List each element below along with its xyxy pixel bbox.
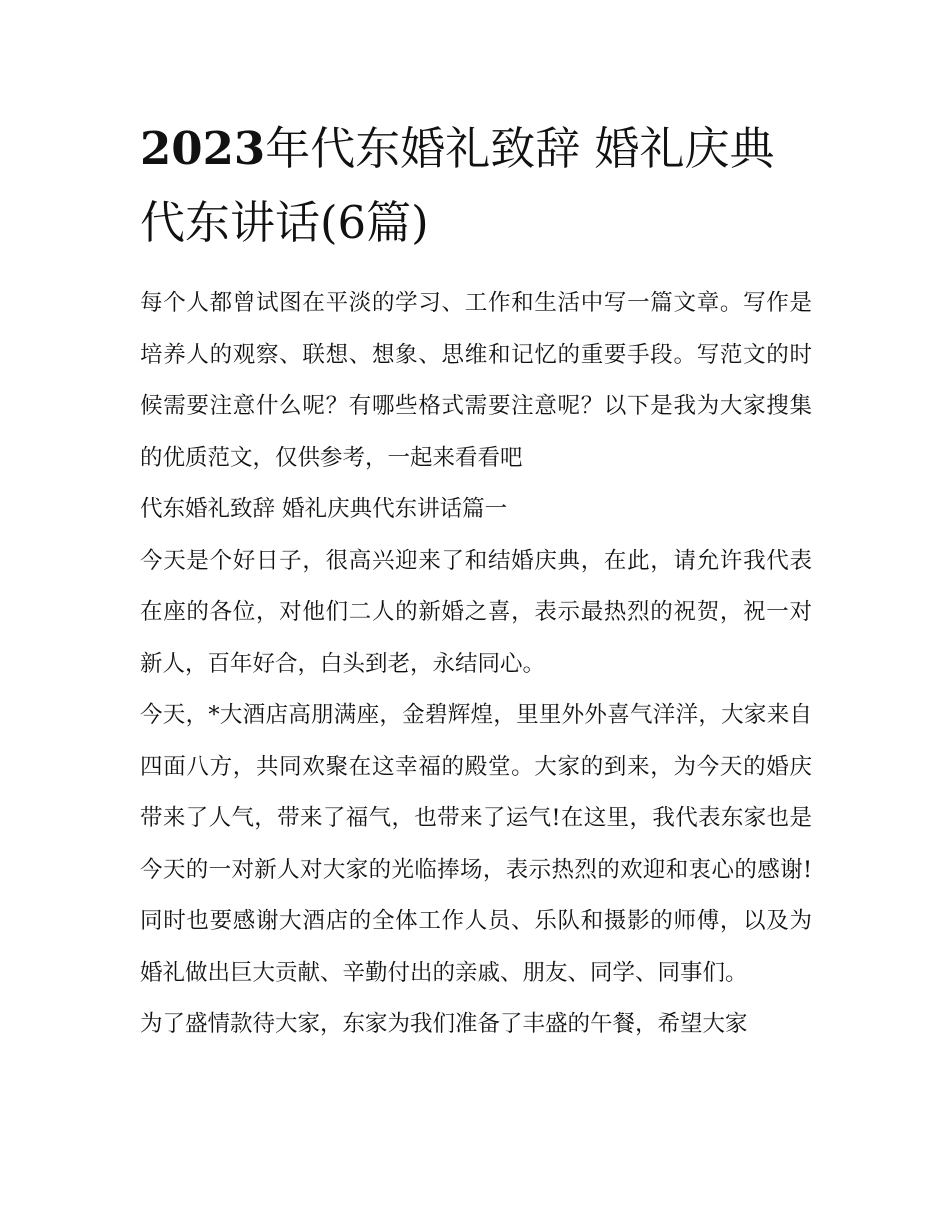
- body-paragraph-1: 今天是个好日子，很高兴迎来了和结婚庆典，在此，请允许我代表在座的各位，对他们二人的新婚之喜，表示最热烈的祝贺，祝一对新人，百年好合，白头到老，永结同心。: [140, 547, 812, 677]
- title-year: 2023: [140, 122, 266, 175]
- section-heading: 代东婚礼致辞 婚礼庆典代东讲话篇一: [140, 496, 508, 522]
- title-text: 年代东婚礼致辞 婚礼庆典代东讲话(6篇): [140, 122, 775, 249]
- body-paragraph-3: 为了盛情款待大家，东家为我们准备了丰盛的午餐，希望大家: [140, 1011, 748, 1037]
- document-title: [140, 112, 812, 260]
- body-paragraph-2: 今天，*大酒店高朋满座，金碧辉煌，里里外外喜气洋洋，大家来自四面八方，共同欢聚在这幸福的殿堂。大家的到来，为今天的婚庆带来了人气，带来了福气，也带来了运气!在这里，我代表东家也是今天的一对新人对大家的光临捧场，表示热烈的欢迎和衷心的感谢!同时也要感谢大酒店的全体工作人员、乐队和摄影的师傅，以及为婚礼做出巨大贡献、辛勤付出的亲戚、朋友、同学、同事们。: [140, 702, 812, 986]
- intro-paragraph: 每个人都曾试图在平淡的学习、工作和生活中写一篇文章。写作是培养人的观察、联想、想象、思维和记忆的重要手段。写范文的时候需要注意什么呢？有哪些格式需要注意呢？以下是我为大家搜集的优质范文，仅供参考，一起来看看吧: [140, 290, 812, 471]
- document-page: [140, 112, 812, 1051]
